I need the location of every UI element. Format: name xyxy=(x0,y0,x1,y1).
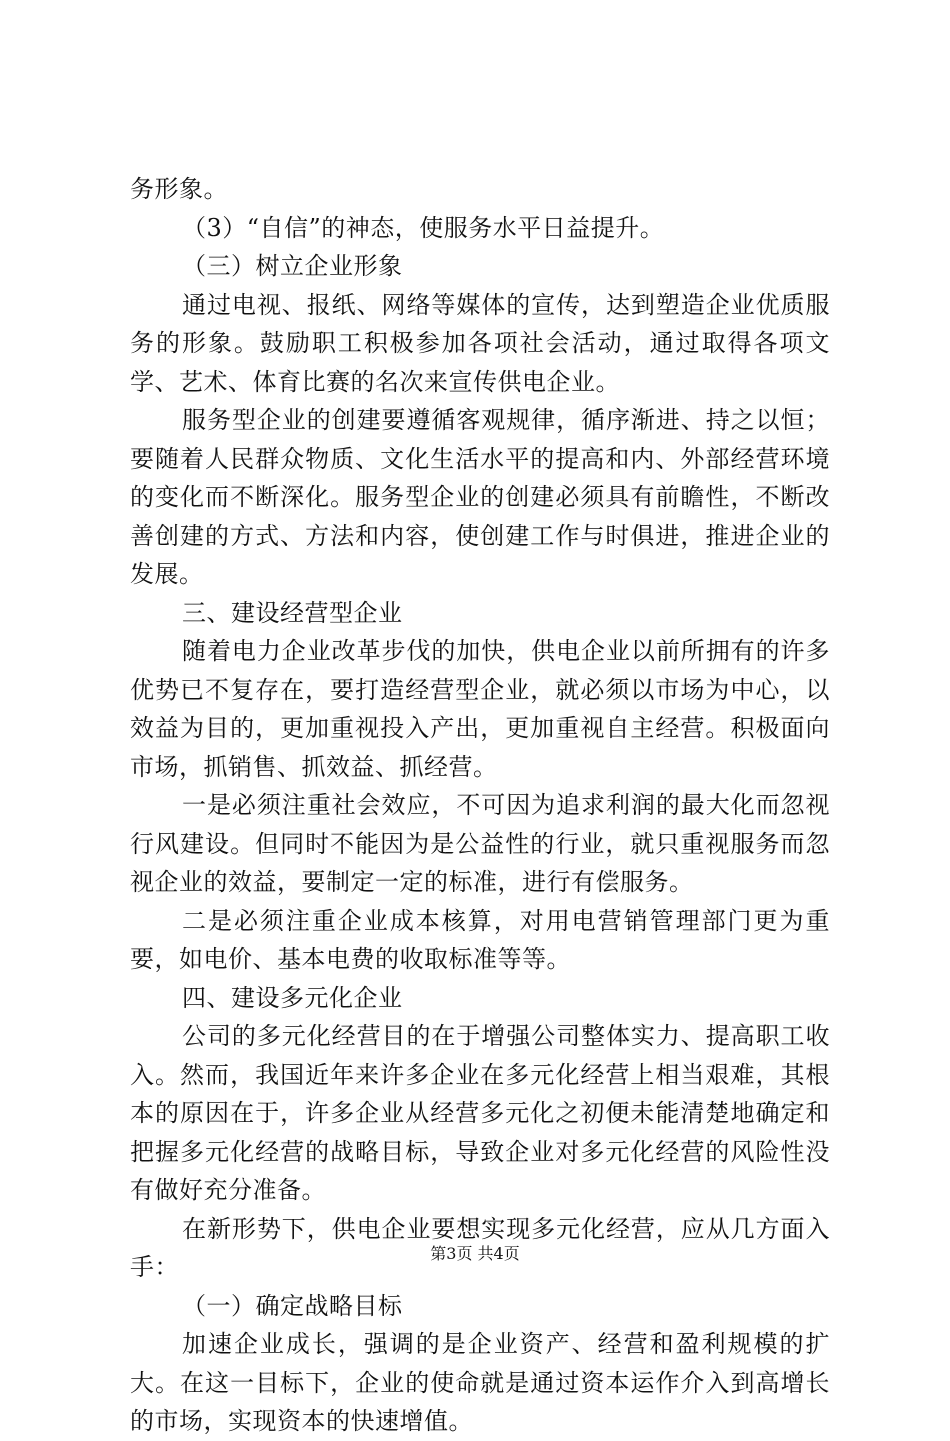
section-heading: 四、建设多元化企业 xyxy=(182,983,403,1012)
paragraph: 加速企业成长，强调的是企业资产、经营和盈利规模的扩大。在这一目标下，企业的使命就是通过资本运作介入到高增长的市场，实现资本的快速增值。 xyxy=(130,1330,830,1435)
paragraph: 一是必须注重社会效应，不可因为追求利润的最大化而忽视行风建设。但同时不能因为是公益性的行业，就只重视服务而忽视企业的效益，要制定一定的标准，进行有偿服务。 xyxy=(130,791,830,896)
paragraph: 服务型企业的创建要遵循客观规律，循序渐进、持之以恒；要随着人民群众物质、文化生活水平的提高和内、外部经营环境的变化而不断深化。服务型企业的创建必须具有前瞻性，不断改善创建的方式、方法和内容，使创建工作与时俱进，推进企业的发展。 xyxy=(130,406,830,588)
paragraph: （3）“自信”的神态，使服务水平日益提升。 xyxy=(182,213,665,242)
paragraph: 二是必须注重企业成本核算，对用电营销管理部门更为重要，如电价、基本电费的收取标准等等。 xyxy=(130,906,830,973)
paragraph: 务形象。 xyxy=(130,175,228,203)
section-heading: （一）确定战略目标 xyxy=(182,1291,403,1320)
section-heading: 三、建设经营型企业 xyxy=(182,598,403,627)
paragraph: 通过电视、报纸、网络等媒体的宣传，达到塑造企业优质服务的形象。鼓励职工积极参加各项社会活动，通过取得各项文学、艺术、体育比赛的名次来宣传供电企业。 xyxy=(130,290,830,396)
paragraph: 随着电力企业改革步伐的加快，供电企业以前所拥有的许多优势已不复存在，要打造经营型企业，就必须以市场为中心，以效益为目的，更加重视投入产出，更加重视自主经营。积极面向市场，抓销售、抓效益、抓经营。 xyxy=(130,637,830,781)
section-heading: （三）树立企业形象 xyxy=(182,252,403,280)
paragraph: 在新形势下，供电企业要想实现多元化经营，应从几方面入手： xyxy=(130,1214,830,1281)
paragraph: 公司的多元化经营目的在于增强公司整体实力、提高职工收入。然而，我国近年来许多企业在多元化经营上相当艰难，其根本的原因在于，许多企业从经营多元化之初便未能清楚地确定和把握多元化经营的战略目标，导致企业对多元化经营的风险性没有做好充分准备。 xyxy=(130,1022,830,1204)
page-footer: 第3页 共4页 xyxy=(430,1244,520,1263)
